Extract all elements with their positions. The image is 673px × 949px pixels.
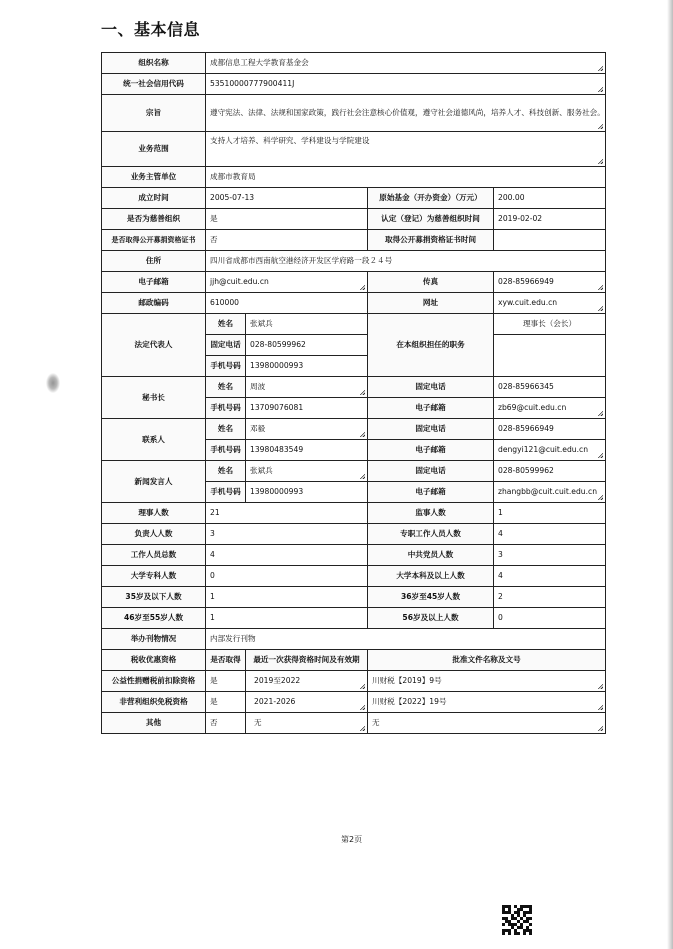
postal-value: 610000	[206, 293, 368, 314]
contact-phone-label: 固定电话	[368, 419, 494, 440]
tax-header-period: 最近一次获得资格时间及有效期	[246, 650, 368, 671]
row-purpose	[102, 95, 606, 132]
website-value: xyw.cuit.edu.cn	[494, 293, 606, 314]
legal-rep-position: 理事长（会长）	[494, 314, 606, 335]
stat-value: 0	[206, 566, 368, 587]
section-title: 一、基本信息	[101, 20, 201, 39]
stat-value: 3	[206, 524, 368, 545]
org-name-label: 组织名称	[102, 53, 206, 74]
secretary-phone: 028-85966345	[494, 377, 606, 398]
row-publication	[102, 629, 606, 650]
public-fundraising-value: 否	[206, 230, 368, 251]
tax-row-obtained: 是	[206, 692, 246, 713]
tax-row	[102, 692, 606, 713]
founded-label: 成立时间	[102, 188, 206, 209]
founded-value: 2005-07-13	[206, 188, 368, 209]
row-supervisor	[102, 167, 606, 188]
row-address	[102, 251, 606, 272]
stat-label: 负责人人数	[102, 524, 206, 545]
scan-smudge	[46, 373, 60, 393]
row-founded	[102, 188, 606, 209]
page-edge-shadow	[667, 0, 673, 949]
row-tax-header	[102, 650, 606, 671]
tax-row-label: 非营利组织免税资格	[102, 692, 206, 713]
purpose-label: 宗旨	[102, 95, 206, 132]
legal-rep-position-blank	[494, 335, 606, 377]
postal-label: 邮政编码	[102, 293, 206, 314]
stat-label: 大学专科人数	[102, 566, 206, 587]
stats-row	[102, 587, 606, 608]
secretary-email: zb69@cuit.edu.cn	[494, 398, 606, 419]
contact-phone: 028-85966949	[494, 419, 606, 440]
tax-row-period: 无	[246, 713, 368, 734]
secretary-phone-label: 固定电话	[368, 377, 494, 398]
business-scope-value: 支持人才培养、科学研究、学科建设与学院建设	[206, 132, 606, 167]
legal-rep-phone-label: 固定电话	[206, 335, 246, 356]
stat-value: 0	[494, 608, 606, 629]
stat-value: 4	[494, 524, 606, 545]
row-spokesperson-name	[102, 461, 606, 482]
stat-value: 1	[206, 587, 368, 608]
website-label: 网址	[368, 293, 494, 314]
supervisor-value: 成都市教育局	[206, 167, 606, 188]
stat-label: 理事人数	[102, 503, 206, 524]
charity-label: 是否为慈善组织	[102, 209, 206, 230]
secretary-mobile: 13709076081	[246, 398, 368, 419]
legal-rep-phone: 028-80599962	[246, 335, 368, 356]
legal-rep-name: 张斌兵	[246, 314, 368, 335]
tax-row-period: 2021-2026	[246, 692, 368, 713]
spokesperson-email: zhangbb@cuit.cuit.edu.cn	[494, 482, 606, 503]
initial-fund-label: 原始基金（开办资金）（万元）	[368, 188, 494, 209]
stat-value: 4	[494, 566, 606, 587]
public-fundraising-label: 是否取得公开募捐资格证书	[102, 230, 206, 251]
business-scope-label: 业务范围	[102, 132, 206, 167]
stat-label: 监事人数	[368, 503, 494, 524]
spokesperson-label: 新闻发言人	[102, 461, 206, 503]
stat-label: 中共党员人数	[368, 545, 494, 566]
email-value: jjh@cuit.edu.cn	[206, 272, 368, 293]
tax-row-label: 其他	[102, 713, 206, 734]
address-value: 四川省成都市西南航空港经济开发区学府路一段２４号	[206, 251, 606, 272]
stat-value: 1	[494, 503, 606, 524]
email-label: 电子邮箱	[102, 272, 206, 293]
stat-label: 工作人员总数	[102, 545, 206, 566]
spokesperson-phone-label: 固定电话	[368, 461, 494, 482]
tax-row	[102, 671, 606, 692]
row-business-scope	[102, 132, 606, 167]
legal-rep-label: 法定代表人	[102, 314, 206, 377]
contact-name-label: 姓名	[206, 419, 246, 440]
row-secretary-name	[102, 377, 606, 398]
fax-label: 传真	[368, 272, 494, 293]
charity-date-label: 认定（登记）为慈善组织时间	[368, 209, 494, 230]
stats-row	[102, 566, 606, 587]
charity-value: 是	[206, 209, 368, 230]
legal-rep-mobile: 13980000993	[246, 356, 368, 377]
contact-email: dengyi121@cuit.edu.cn	[494, 440, 606, 461]
supervisor-label: 业务主管单位	[102, 167, 206, 188]
spokesperson-phone: 028-80599962	[494, 461, 606, 482]
address-label: 住所	[102, 251, 206, 272]
stat-value: 21	[206, 503, 368, 524]
secretary-name: 周波	[246, 377, 368, 398]
credit-code-label: 统一社会信用代码	[102, 74, 206, 95]
row-contact-name	[102, 419, 606, 440]
stat-label: 36岁至45岁人数	[368, 587, 494, 608]
fax-value: 028-85966949	[494, 272, 606, 293]
stat-label: 46岁至55岁人数	[102, 608, 206, 629]
tax-header-obtained: 是否取得	[206, 650, 246, 671]
tax-row-doc: 川财税【2022】19号	[368, 692, 606, 713]
row-postal	[102, 293, 606, 314]
contact-mobile-label: 手机号码	[206, 440, 246, 461]
stats-row	[102, 524, 606, 545]
row-credit-code	[102, 74, 606, 95]
tax-header-doc: 批准文件名称及文号	[368, 650, 606, 671]
stat-label: 35岁及以下人数	[102, 587, 206, 608]
spokesperson-name: 张斌兵	[246, 461, 368, 482]
tax-row-doc: 川财税【2019】9号	[368, 671, 606, 692]
contact-email-label: 电子邮箱	[368, 440, 494, 461]
contact-name: 邓毅	[246, 419, 368, 440]
stat-value: 3	[494, 545, 606, 566]
charity-date-value: 2019-02-02	[494, 209, 606, 230]
row-legal-rep-name	[102, 314, 606, 335]
tax-row-period: 2019至2022	[246, 671, 368, 692]
contact-label: 联系人	[102, 419, 206, 461]
tax-row-obtained: 是	[206, 671, 246, 692]
legal-rep-name-label: 姓名	[206, 314, 246, 335]
public-fundraising-date-label: 取得公开募捐资格证书时间	[368, 230, 494, 251]
row-email	[102, 272, 606, 293]
public-fundraising-date-value	[494, 230, 606, 251]
stat-value: 2	[494, 587, 606, 608]
spokesperson-email-label: 电子邮箱	[368, 482, 494, 503]
row-charity	[102, 209, 606, 230]
stats-row	[102, 503, 606, 524]
secretary-label: 秘书长	[102, 377, 206, 419]
spokesperson-mobile: 13980000993	[246, 482, 368, 503]
qr-code-icon	[502, 905, 532, 935]
spokesperson-mobile-label: 手机号码	[206, 482, 246, 503]
secretary-email-label: 电子邮箱	[368, 398, 494, 419]
page-number: 第2页	[341, 835, 363, 844]
publication-label: 举办刊物情况	[102, 629, 206, 650]
stats-row	[102, 545, 606, 566]
initial-fund-value: 200.00	[494, 188, 606, 209]
credit-code-value: 53510000777900411J	[206, 74, 606, 95]
stats-row	[102, 608, 606, 629]
stat-value: 4	[206, 545, 368, 566]
publication-value: 内部发行刊物	[206, 629, 606, 650]
stat-label: 专职工作人员人数	[368, 524, 494, 545]
tax-row	[102, 713, 606, 734]
org-name-value: 成都信息工程大学教育基金会	[206, 53, 606, 74]
tax-header-label: 税收优惠资格	[102, 650, 206, 671]
contact-mobile: 13980483549	[246, 440, 368, 461]
purpose-value: 遵守宪法、法律、法规和国家政策，践行社会注意核心价值观，遵守社会道德风尚，培养人才、科技创新、服务社会。	[206, 95, 606, 132]
tax-row-doc: 无	[368, 713, 606, 734]
secretary-mobile-label: 手机号码	[206, 398, 246, 419]
row-org-name	[102, 53, 606, 74]
basic-info-table	[101, 52, 606, 734]
stat-label: 56岁及以上人数	[368, 608, 494, 629]
tax-row-label: 公益性捐赠税前扣除资格	[102, 671, 206, 692]
secretary-name-label: 姓名	[206, 377, 246, 398]
spokesperson-name-label: 姓名	[206, 461, 246, 482]
legal-rep-mobile-label: 手机号码	[206, 356, 246, 377]
row-public-fundraising	[102, 230, 606, 251]
tax-row-obtained: 否	[206, 713, 246, 734]
legal-rep-position-label: 在本组织担任的职务	[368, 314, 494, 377]
stat-value: 1	[206, 608, 368, 629]
stat-label: 大学本科及以上人数	[368, 566, 494, 587]
